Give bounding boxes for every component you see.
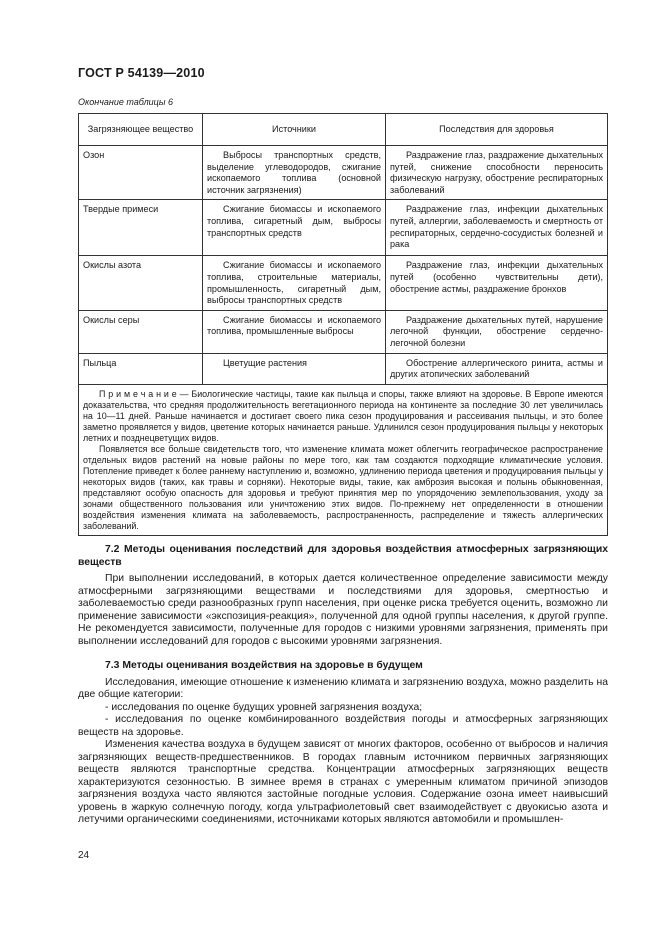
- section-7-2: [78, 544, 608, 648]
- sources-cell: Сжигание биомассы и ископаемого топлива, строительные материалы, промышленность, сигаретный дым, выбросы транспортных средств: [203, 256, 386, 310]
- table-row: [79, 353, 608, 384]
- table-row: [79, 256, 608, 310]
- table-row: [79, 200, 608, 256]
- note-label: П р и м е ч а н и е —: [99, 388, 189, 399]
- document-code: ГОСТ Р 54139—2010: [78, 66, 205, 80]
- table-row: [79, 146, 608, 200]
- pollutant-cell: Окислы серы: [79, 310, 203, 353]
- column-header-pollutant: Загрязняющее вещество: [79, 114, 203, 146]
- pollutants-table: [78, 113, 608, 536]
- effects-cell: Раздражение глаз, раздражение дыхательных путей, снижение способности переносить физическую нагрузку, обострение респираторных заболеваний: [386, 146, 608, 200]
- section-7-3-list-item-2: - исследования по оценке комбинированного воздействия погоды и атмосферных загрязняющих веществ на здоровье.: [78, 714, 608, 738]
- pollutant-cell: Твердые примеси: [79, 200, 203, 256]
- pollutant-cell: Озон: [79, 146, 203, 200]
- table-note-row: [79, 384, 608, 535]
- sources-cell: Выбросы транспортных средств, выделение углеводородов, сжигание ископаемого топлива (основной источник загрязнения): [203, 146, 386, 200]
- section-7-3: [78, 660, 608, 827]
- sources-cell: Цветущие растения: [203, 353, 386, 384]
- pollutant-cell: Окислы азота: [79, 256, 203, 310]
- section-7-2-heading: 7.2 Методы оценивания последствий для здоровья воздействия атмосферных загрязняющих веществ: [78, 544, 608, 568]
- section-7-3-list-item-1: - исследования по оценке будущих уровней загрязнения воздуха;: [105, 701, 423, 713]
- column-header-effects: Последствия для здоровья: [386, 114, 608, 146]
- sources-cell: Сжигание биомассы и ископаемого топлива, промышленные выбросы: [203, 310, 386, 353]
- effects-cell: Раздражение глаз, инфекции дыхательных путей, аллергии, заболеваемость и смертность от респираторных, сердечно-сосудистых болезней и рака: [386, 200, 608, 256]
- effects-cell: Раздражение дыхательных путей, нарушение легочной функции, обострение сердечно-легочной болезни: [386, 310, 608, 353]
- column-header-sources: Источники: [203, 114, 386, 146]
- table-row: [79, 310, 608, 353]
- table-header-row: [79, 114, 608, 146]
- sources-cell: Сжигание биомассы и ископаемого топлива, сигаретный дым, выбросы транспортных средств: [203, 200, 386, 256]
- page-number: 24: [78, 850, 90, 861]
- section-7-3-paragraph-1: Исследования, имеющие отношение к изменению климата и загрязнению воздуха, можно разделить на две общие категории:: [78, 676, 608, 700]
- table-caption: Окончание таблицы 6: [78, 97, 173, 107]
- table-note: [79, 384, 608, 535]
- section-7-3-heading: 7.3 Методы оценивания воздействия на здоровье в будущем: [105, 660, 423, 671]
- note-paragraph-1: Биологические частицы, такие как пыльца и споры, также влияют на здоровье. В Европе имеются доказательства, что средняя продолжительность вегетационного периода на континенте за последние 30 лет увеличилась на 10—11 дней. Раньше начинается и достигает своего пика сезон продуцирования и рассеивания пыльцы, и это более заметно проявляется у видов, цветение которых начинается раньше. Удлинился сезон продуцирования пыльцы у некоторых летних и позднецветущих видов.: [83, 388, 604, 443]
- note-paragraph-2: Появляется все больше свидетельств того, что изменение климата может облегчить географическое распространение отдельных видов растений на новые районы по мере того, как там создаются подходящие климатические условия. Потепление приведет к более раннему наступлению и, возможно, удлинению периода цветения и продуцирования пыльцы у некоторых видов (таких, как травы и сорняки). Некоторые виды, такие, как амброзия высокая и полынь обыкновенная, представляют особую опасность для здоровья и требуют принятия мер по упорядочению землепользования, уходу за зонами общественного пользования или уничтожению этих видов. По-прежнему нет определенности в отношении воздействия изменения климата на заболеваемость, распространенность, распределение и тяжесть аллергических заболеваний.: [83, 443, 603, 531]
- effects-cell: Обострение аллергического ринита, астмы и других атопических заболеваний: [386, 353, 608, 384]
- section-7-2-paragraph: При выполнении исследований, в которых дается количественное определение зависимости между атмосферными загрязняющими веществами и последствиями для здоровья, смертностью и заболеваемостью среди разнообразных групп населения, при оценке риска требуется оценить, возможно ли применение зависимости «экспозиция-реакция», полученной для одной группы населения, к другой группе. Не рекомендуется зависимости, полученные для городов с низкими уровнями загрязнения, применять при выполнении исследований для городов с высокими уровнями загрязнения.: [78, 573, 608, 647]
- effects-cell: Раздражение глаз, инфекции дыхательных путей (особенно чувствительны дети), обострение астмы, раздражение бронхов: [386, 256, 608, 310]
- pollutant-cell: Пыльца: [79, 353, 203, 384]
- section-7-3-paragraph-2: Изменения качества воздуха в будущем зависят от многих факторов, особенно от выбросов и наличия загрязняющих веществ-предшественников. В городах главным источником первичных загрязняющих веществ являются транспортные средства. Концентрации атмосферных загрязняющих веществ характеризуются сезонностью. В зимнее время в странах с умеренным климатом причиной эпизодов загрязнения воздуха часто являются застойные погодные условия. Содержание озона имеет наивысший уровень в жаркую солнечную погоду, когда ультрафиолетовый свет взаимодействует с двуокисью азота и летучими органическими соединениями, источниками которых являются автомобили и промышлен-: [78, 739, 608, 825]
